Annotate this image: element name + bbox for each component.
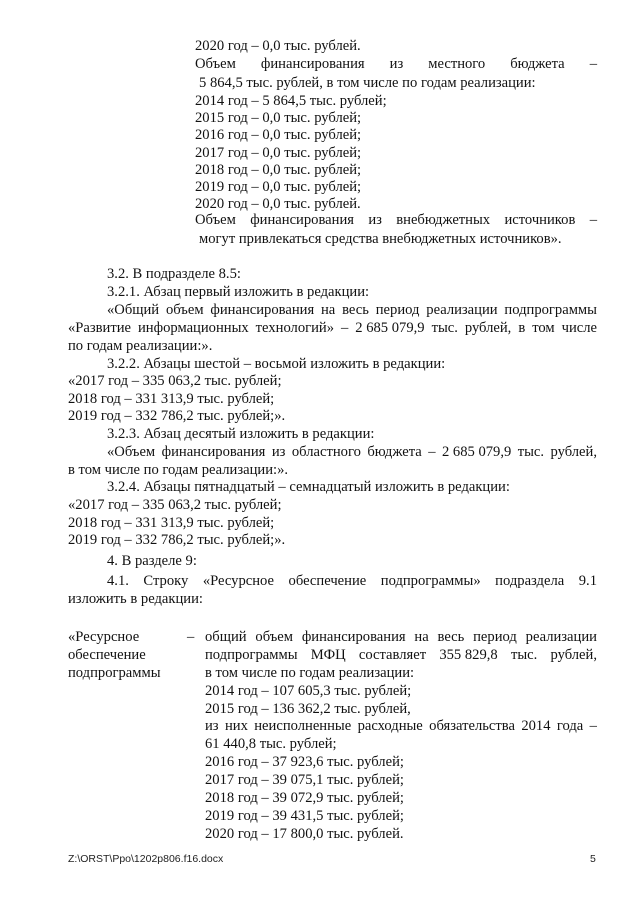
year-line: 2017 год – 0,0 тыс. рублей; <box>195 144 362 161</box>
word: 2014 <box>521 718 551 734</box>
word: объем <box>255 629 294 645</box>
word: 9.1 <box>578 573 597 589</box>
word: них <box>224 718 248 734</box>
word: реализации <box>426 302 498 318</box>
word: Строку <box>143 573 189 589</box>
word: подпрограммы <box>205 647 298 663</box>
word: тыс. <box>431 320 458 336</box>
word: финансирования <box>260 56 365 72</box>
page-number: 5 <box>590 853 596 865</box>
year-line: 2019 год – 332 786,2 тыс. рублей;». <box>68 408 286 424</box>
paragraph-3-2-3: 3.2.3. Абзац десятый изложить в редакции: <box>107 426 375 442</box>
word: – <box>589 718 597 734</box>
word: финансирования <box>301 629 406 645</box>
word: года <box>556 718 584 734</box>
word: Объем <box>195 212 236 228</box>
year-line: 2019 год – 0,0 тыс. рублей; <box>195 179 362 195</box>
word: источников <box>504 212 576 228</box>
year-line: 2015 год – 0,0 тыс. рублей; <box>195 110 362 127</box>
resource-label-line-3: подпрограммы <box>68 665 161 681</box>
word: рублей, <box>550 647 597 663</box>
word: «Общий <box>107 302 160 318</box>
footer-file-path: Z:\ORST\Ppo\1202p806.f16.docx <box>68 853 224 865</box>
word: Объем <box>195 56 236 72</box>
total-financing-line-2 <box>68 319 597 337</box>
word: областного <box>291 444 361 460</box>
word: подпрограммы <box>504 302 597 318</box>
word: реализации <box>525 629 597 645</box>
word: объем <box>165 302 204 318</box>
word: 4.1. <box>107 573 129 589</box>
word: местного <box>428 56 486 72</box>
word: внебюджетных <box>396 212 491 228</box>
word: – <box>341 320 349 336</box>
word: весь <box>437 629 465 645</box>
word: – <box>428 444 436 460</box>
word: обеспечение <box>288 573 367 589</box>
year-line: 2018 год – 0,0 тыс. рублей; <box>195 161 362 178</box>
word: финансирования <box>210 302 315 318</box>
regional-financing-line-1 <box>107 443 597 461</box>
word: рублей, <box>464 320 512 336</box>
year-line: 2020 год – 17 800,0 тыс. рублей. <box>205 826 404 842</box>
unfulfilled-obligations-line-2: 61 440,8 тыс. рублей; <box>205 736 337 752</box>
local-budget-line-2: 5 864,5 тыс. рублей, в том числе по годам реализации: <box>199 75 536 91</box>
resource-line-2015: 2015 год – 136 362,2 тыс. рублей, <box>205 701 411 717</box>
section-4-heading: 4. В разделе 9: <box>107 553 197 569</box>
year-line: 2018 год – 331 313,9 тыс. рублей; <box>68 514 275 531</box>
word: финансирования <box>250 212 354 228</box>
word: «Развитие <box>68 320 132 336</box>
resource-line-3: в том числе по годам реализации: <box>205 665 415 681</box>
word: – <box>589 56 597 72</box>
year-line: 2019 год – 332 786,2 тыс. рублей;». <box>68 532 286 548</box>
resource-label-line-1: «Ресурсное <box>68 629 140 645</box>
resource-line-2 <box>205 646 597 664</box>
word: составляет <box>358 647 427 663</box>
year-line: 2016 год – 0,0 тыс. рублей; <box>195 127 362 144</box>
paragraph-3-2-2: 3.2.2. Абзацы шестой – восьмой изложить в редакции: <box>107 356 446 372</box>
year-line: 2014 год – 5 864,5 тыс. рублей; <box>195 93 387 109</box>
offbudget-line-2: могут привлекаться средства внебюджетных источников». <box>199 231 562 247</box>
word: период <box>375 302 420 318</box>
resource-label-line-2: обеспечение <box>68 647 146 663</box>
word: бюджета <box>367 444 422 460</box>
word: в <box>518 320 526 336</box>
total-financing-line-1 <box>107 301 597 319</box>
year-line: 2018 год – 331 313,9 тыс. рублей; <box>68 390 275 407</box>
word: из <box>205 718 219 734</box>
year-line: 2016 год – 37 923,6 тыс. рублей; <box>205 754 404 770</box>
word: на <box>321 302 336 318</box>
paragraph-3-2-1: 3.2.1. Абзац первый изложить в редакции: <box>107 284 370 300</box>
year-line: 2017 год – 39 075,1 тыс. рублей; <box>205 772 404 788</box>
word: период <box>473 629 517 645</box>
total-financing-line-3: по годам реализации:». <box>68 338 213 354</box>
word: 2 685 079,9 <box>441 444 512 460</box>
year-line: 2019 год – 39 431,5 тыс. рублей; <box>205 808 404 824</box>
word: на <box>414 629 429 645</box>
text-line-2020: 2020 год – 0,0 тыс. рублей. <box>195 38 361 54</box>
word: подраздела <box>495 573 565 589</box>
unfulfilled-obligations-line-1 <box>205 717 597 735</box>
year-line: 2020 год – 0,0 тыс. рублей. <box>195 196 361 213</box>
word: общий <box>205 629 247 645</box>
word: тыс. <box>517 444 545 460</box>
word: из <box>368 212 382 228</box>
resource-line-1 <box>205 628 597 646</box>
year-line: «2017 год – 335 063,2 тыс. рублей; <box>68 497 282 513</box>
word: неисполненные <box>254 718 352 734</box>
word: «Ресурсное <box>202 573 275 589</box>
word: том <box>532 320 555 336</box>
word: числе <box>561 320 597 336</box>
paragraph-4-1-line-2: изложить в редакции: <box>68 591 203 607</box>
word: обязательства <box>429 718 515 734</box>
word: информационных <box>138 320 249 336</box>
section-3-2-heading: 3.2. В подразделе 8.5: <box>107 266 241 282</box>
resource-line-2014: 2014 год – 107 605,3 тыс. рублей; <box>205 683 412 699</box>
word: технологий» <box>255 320 335 336</box>
resource-dash: – <box>187 629 195 645</box>
word: МФЦ <box>310 647 346 663</box>
word: финансирования <box>161 444 266 460</box>
paragraph-3-2-4: 3.2.4. Абзацы пятнадцатый – семнадцатый изложить в редакции: <box>107 479 510 495</box>
paragraph-4-1-line-1 <box>107 572 597 590</box>
word: бюджета <box>510 56 565 72</box>
regional-financing-line-2: в том числе по годам реализации:». <box>68 462 289 478</box>
word: из <box>271 444 286 460</box>
word: тыс. <box>510 647 538 663</box>
word: подпрограммы» <box>380 573 481 589</box>
word: весь <box>342 302 369 318</box>
year-line: «2017 год – 335 063,2 тыс. рублей; <box>68 373 282 389</box>
word: из <box>389 56 404 72</box>
word: 2 685 079,9 <box>355 320 425 336</box>
word: рублей, <box>550 444 597 460</box>
word: расходные <box>357 718 423 734</box>
year-line: 2018 год – 39 072,9 тыс. рублей; <box>205 790 404 806</box>
word: 355 829,8 <box>439 647 498 663</box>
local-budget-line <box>195 55 597 73</box>
offbudget-line <box>195 211 597 229</box>
word: «Объем <box>107 444 156 460</box>
word: – <box>589 212 597 228</box>
